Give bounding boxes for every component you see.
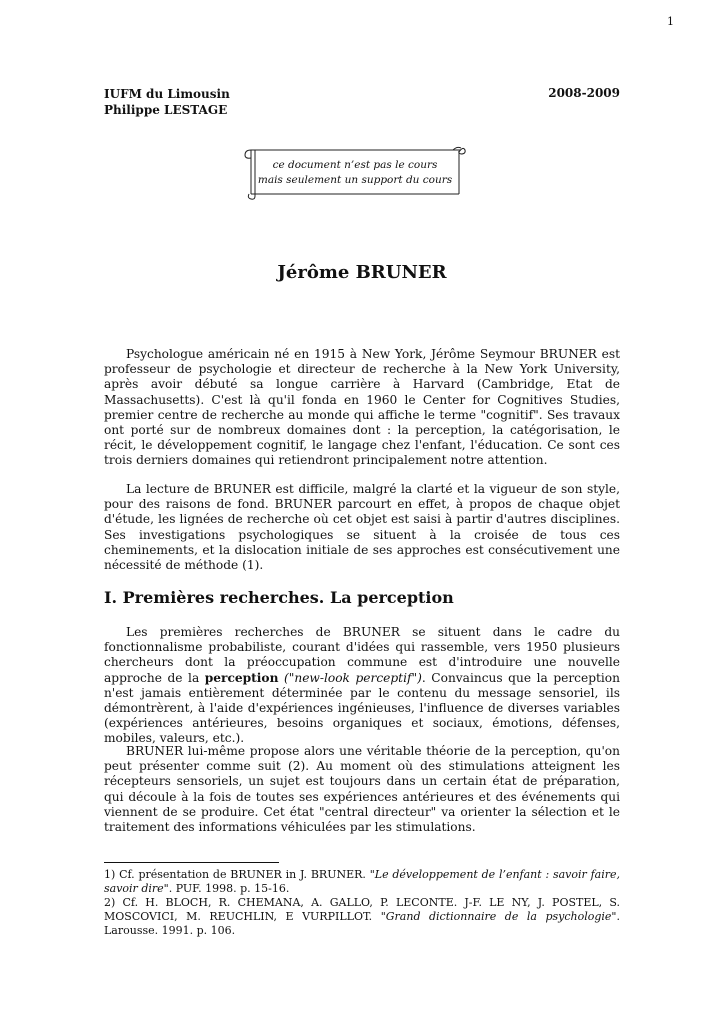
footnote-2-part-b: . Larousse. 1991. p. 106. bbox=[104, 910, 620, 937]
section-heading: I. Premières recherches. La perception bbox=[104, 588, 454, 607]
section-p2-text: BRUNER lui-même propose alors une véritable théorie de la perception, qu'on peut présenter comme suit (2). Au moment où des stimulations atteignent les récepteurs sensoriels, un sujet est toujours dans un certain état de préparation, qui découle à la fois de toutes ses expériences antérieures et des événements qui viennent de se produire. Cet état "central directeur" va orienter la sélection et le traitement des informations véhiculées par les stimulations. bbox=[104, 744, 620, 835]
footnote-1-part-b: . PUF. 1998. p. 15-16. bbox=[168, 882, 290, 895]
section-p1-part-a: Les premières recherches de BRUNER se situent dans le cadre du fonctionnalisme probabiliste, courant d'idées qui rassemble, vers 1950 plusieurs chercheurs dont la préoccupation commune est d'introduire une nouvelle approche de la bbox=[104, 625, 620, 685]
author-name: Philippe LESTAGE bbox=[104, 103, 228, 117]
intro-paragraph-2 bbox=[104, 482, 620, 573]
notice-line-1: ce document n’est pas le cours bbox=[272, 159, 438, 171]
section-p1-part-b: . Convaincus que la perception n'est jamais entièrement déterminée par le contenu du message sensoriel, ils démontrèrent, à l'aide d'expériences ingénieuses, l'influence de diverses variables (expériences antérieures, besoins organiques et sociaux, émotions, défenses, mobiles, valeurs, etc.). bbox=[104, 670, 620, 746]
footnote-2 bbox=[104, 896, 620, 938]
footnote-1-title: "Le développement de l’enfant : savoir faire, savoir dire" bbox=[104, 868, 620, 895]
intro-p2-text: La lecture de BRUNER est difficile, malgré la clarté et la vigueur de son style, pour des raisons de fond. BRUNER parcourt en effet, à propos de chaque objet d'étude, les lignées de recherche où cet objet est saisi à partir d'autres disciplines. Ses investigations psychologiques se situent à la croisée de tous ces cheminements, et la dislocation initiale de ses approches est consécutivement une nécessité de méthode (1). bbox=[104, 482, 620, 573]
new-look-term: ("new-look perceptif") bbox=[284, 670, 422, 685]
intro-paragraph-1 bbox=[104, 347, 620, 469]
notice-line-2: mais seulement un support du cours bbox=[257, 174, 453, 186]
footnote-2-title: "Grand dictionnaire de la psychologie" bbox=[380, 910, 617, 923]
perception-keyword: perception bbox=[204, 670, 279, 685]
section-p1-text bbox=[104, 625, 620, 747]
section-paragraph-1 bbox=[104, 625, 620, 747]
notice-text bbox=[243, 158, 467, 188]
intro-p1-text: Psychologue américain né en 1915 à New York, Jérôme Seymour BRUNER est professeur de psychologie et directeur de recherche à la New York University, après avoir débuté sa longue carrière à Harvard (Cambridge, Etat de Massachusetts). C'est là qu'il fonda en 1960 le Center for Cognitives Studies, premier centre de recherche au monde qui affiche le terme "cognitif". Ses travaux ont porté sur de nombreux domaines dont : la perception, la catégorisation, le récit, le développement cognitif, le langage chez l'enfant, l'éducation. Ce sont ces trois derniers domaines qui retiendront principalement notre attention. bbox=[104, 347, 620, 468]
header-left bbox=[104, 86, 230, 118]
institution-name: IUFM du Limousin bbox=[104, 87, 230, 101]
footnote-1-part-a: 1) Cf. présentation de BRUNER in J. BRUNER. bbox=[104, 868, 370, 881]
footnote-divider bbox=[104, 862, 279, 863]
section-paragraph-2 bbox=[104, 744, 620, 835]
page-number: 1 bbox=[667, 15, 674, 28]
footnote-2-part-a: 2) Cf. H. BLOCH, R. CHEMANA, A. GALLO, P. LECONTE. J-F. LE NY, J. POSTEL, S. MOSCOVICI, M. REUCHLIN, E VURPILLOT. bbox=[104, 896, 620, 923]
document-title: Jérôme BRUNER bbox=[277, 262, 447, 283]
footnote-1 bbox=[104, 868, 620, 896]
notice-scroll bbox=[243, 144, 467, 200]
footnotes bbox=[104, 868, 620, 938]
academic-year: 2008-2009 bbox=[548, 86, 620, 100]
